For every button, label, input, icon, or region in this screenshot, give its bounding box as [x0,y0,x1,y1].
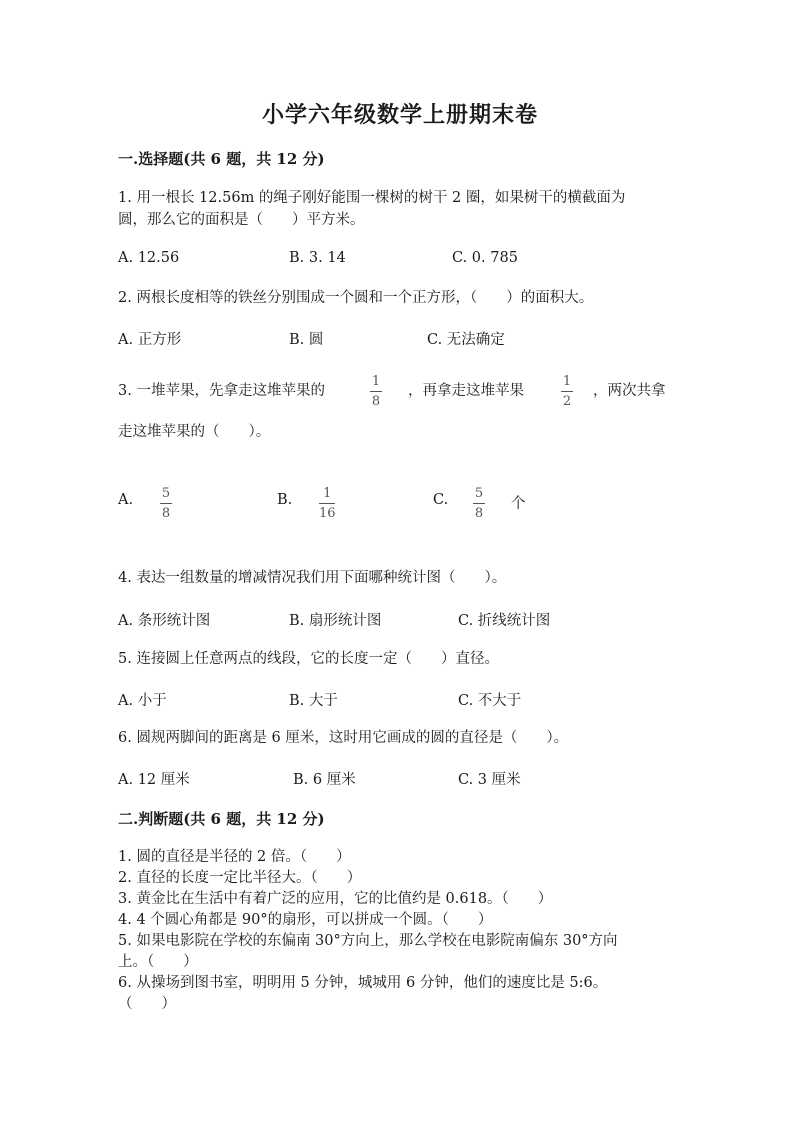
q3-part2: ，再拿走这堆苹果 [408,383,524,399]
q3-part3: ，两次共拿 [593,383,666,399]
q3-line2: 走这堆苹果的（ ）。 [118,424,271,440]
q5-line1: 5. 连接圆上任意两点的线段，它的长度一定（ ）直径。 [118,651,499,667]
q3-fraction-1-denominator: 8 [371,394,381,409]
q2-option-c: C. 无法确定 [427,332,505,348]
q5-option-a: A. 小于 [118,693,167,709]
numerator: 5 [474,486,484,501]
judge-line-5-cont: 上。（ ） [118,954,198,970]
denominator: 8 [161,506,171,521]
fraction-bar [160,503,172,504]
q1-line1: 1. 用一根长 12.56m 的绳子刚好能围一棵树的树干 2 圈，如果树干的横截面为 [118,190,626,206]
numerator: 1 [323,486,332,501]
q3-option-a-fraction [160,486,172,521]
numerator: 5 [161,486,171,501]
q3-option-b-label: B. [277,492,293,508]
q3-part1: 3. 一堆苹果，先拿走这堆苹果的 [118,383,325,399]
q3-option-c-suffix: 个 [511,496,526,512]
q3-fraction-1 [370,374,382,409]
q5-option-b: B. 大于 [289,693,338,709]
section2-heading: 二.判断题(共 6 题，共 12 分) [118,810,325,828]
fraction-bar [370,391,382,392]
q6-line1: 6. 圆规两脚间的距离是 6 厘米，这时用它画成的圆的直径是（ ）。 [118,730,569,746]
q2-line1: 2. 两根长度相等的铁丝分别围成一个圆和一个正方形，（ ）的面积大。 [118,290,594,306]
q3-option-c-label: C. [433,492,449,508]
q1-option-b: B. 3. 14 [289,250,346,266]
q3-fraction-2 [561,374,573,409]
fraction-bar [319,503,335,504]
judge-line-3: 3. 黄金比在生活中有着广泛的应用，它的比值约是 0.618。（ ） [118,891,553,907]
fraction-bar [561,391,573,392]
q4-option-b: B. 扇形统计图 [289,613,382,629]
q2-option-a: A. 正方形 [118,332,182,348]
q4-option-a: A. 条形统计图 [118,613,211,629]
judge-line-2: 2. 直径的长度一定比半径大。（ ） [118,870,362,886]
q1-option-a: A. 12.56 [118,250,180,266]
q5-option-c: C. 不大于 [458,693,522,709]
q6-option-a: A. 12 厘米 [118,772,190,788]
q3-fraction-2-numerator: 1 [562,374,572,389]
q1-line2: 圆，那么它的面积是（ ）平方米。 [118,212,365,228]
q4-line1: 4. 表达一组数量的增减情况我们用下面哪种统计图（ ）。 [118,570,507,586]
denominator: 8 [474,506,484,521]
q4-option-c: C. 折线统计图 [458,613,551,629]
section1-heading: 一.选择题(共 6 题，共 12 分) [118,150,325,168]
q3-fraction-1-numerator: 1 [371,374,381,389]
page-title: 小学六年级数学上册期末卷 [261,102,538,128]
q6-option-c: C. 3 厘米 [458,772,521,788]
judge-line-6-cont: （ ） [118,996,176,1012]
fraction-bar [473,503,485,504]
judge-line-1: 1. 圆的直径是半径的 2 倍。（ ） [118,849,351,865]
q3-option-c-fraction [473,486,485,521]
judge-line-6: 6. 从操场到图书室，明明用 5 分钟，城城用 6 分钟，他们的速度比是 5:6。 [118,975,608,991]
judge-line-4: 4. 4 个圆心角都是 90°的扇形，可以拼成一个圆。（ ） [118,912,493,928]
q3-option-a-label: A. [118,492,134,508]
denominator: 16 [319,506,336,521]
q1-option-c: C. 0. 785 [452,250,518,266]
q3-option-b-fraction [319,486,336,521]
q6-option-b: B. 6 厘米 [293,772,356,788]
judge-line-5: 5. 如果电影院在学校的东偏南 30°方向上，那么学校在电影院南偏东 30°方向 [118,933,618,949]
q3-fraction-2-denominator: 2 [562,394,572,409]
q2-option-b: B. 圆 [289,332,324,348]
